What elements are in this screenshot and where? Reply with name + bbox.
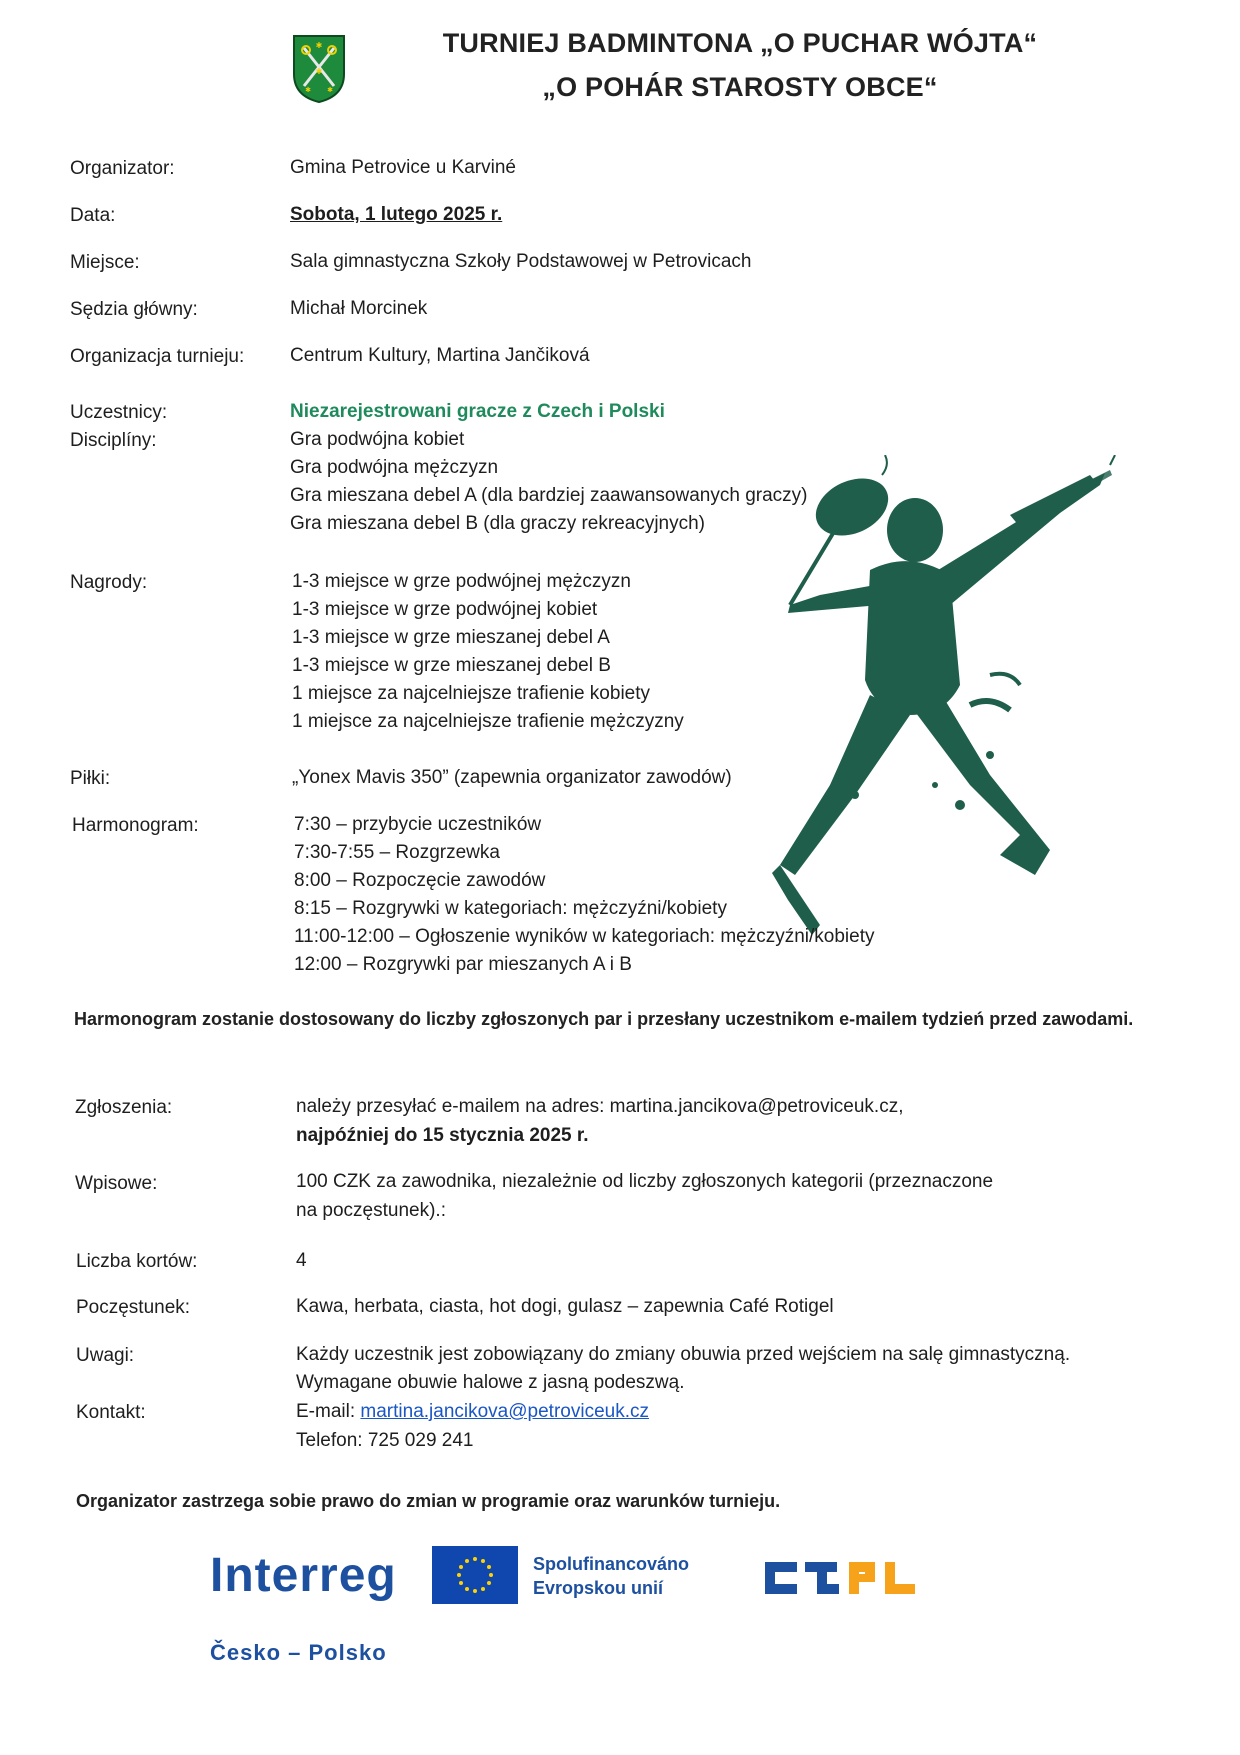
entries-line-2: najpóźniej do 15 stycznia 2025 r.	[296, 1125, 589, 1146]
place-label: Miejsce:	[70, 252, 140, 273]
entries-line-1: należy przesyłać e-mailem na adres: martina.jancikova@petroviceuk.cz,	[296, 1096, 904, 1117]
organizer-label: Organizator:	[70, 158, 175, 179]
svg-text:✱: ✱	[315, 41, 323, 50]
participants-value: Niezarejestrowani gracze z Czech i Polski	[290, 401, 665, 422]
final-note: Organizator zastrzega sobie prawo do zmian w programie oraz warunków turnieju.	[76, 1491, 781, 1511]
eu-line-1: Spolufinancováno	[533, 1554, 690, 1574]
prize-item: 1-3 miejsce w grze podwójnej kobiet	[292, 599, 598, 620]
courts-value: 4	[296, 1250, 307, 1271]
contact-email-link[interactable]: martina.jancikova@petroviceuk.cz	[360, 1401, 649, 1422]
remarks-line-2: Wymagane obuwie halowe z jasną podeszwą.	[296, 1372, 685, 1393]
schedule-item: 12:00 – Rozgrywki par mieszanych A i B	[294, 954, 632, 975]
schedule-label: Harmonogram:	[72, 815, 199, 836]
prize-item: 1 miejsce za najcelniejsze trafienie kobiety	[292, 683, 651, 704]
referee-value: Michał Morcinek	[290, 298, 428, 319]
organizer-value: Gmina Petrovice u Karviné	[290, 157, 516, 178]
eu-cofunding-text	[533, 1552, 689, 1600]
place-value: Sala gimnastyczna Szkoły Podstawowej w Petrovicach	[290, 251, 752, 272]
refreshments-label: Poczęstunek:	[76, 1297, 191, 1318]
disciplines-list	[290, 426, 808, 538]
interreg-logo: Interreg	[210, 1549, 397, 1602]
prize-item: 1-3 miejsce w grze mieszanej debel A	[292, 627, 610, 648]
contact-phone: Telefon: 725 029 241	[296, 1430, 474, 1451]
participants-label: Uczestnicy:	[70, 402, 168, 423]
title-line-2: „O POHÁR STAROSTY OBCE“	[542, 72, 938, 102]
date-value: Sobota, 1 lutego 2025 r.	[290, 204, 503, 225]
disciplines-label: Disciplíny:	[70, 430, 157, 451]
remarks-label: Uwagi:	[76, 1345, 135, 1366]
contact-email-prefix: E-mail:	[296, 1401, 361, 1422]
referee-label: Sędzia główny:	[70, 299, 198, 320]
czpl-logo-icon	[765, 1558, 925, 1598]
entries-label: Zgłoszenia:	[75, 1097, 173, 1118]
svg-text:✱: ✱	[305, 86, 311, 94]
eu-line-2: Evropskou unií	[533, 1578, 664, 1598]
organization-label: Organizacja turnieju:	[70, 346, 245, 367]
balls-value: „Yonex Mavis 350” (zapewnia organizator zawodów)	[292, 767, 732, 788]
fee-line-1: 100 CZK za zawodnika, niezależnie od liczby zgłoszonych kategorii (przeznaczone	[296, 1171, 994, 1192]
fee-label: Wpisowe:	[75, 1173, 158, 1194]
title-line-1: TURNIEJ BADMINTONA „O PUCHAR WÓJTA“	[442, 28, 1038, 58]
prize-item: 1 miejsce za najcelniejsze trafienie mężczyzny	[292, 711, 684, 732]
svg-text:✱: ✱	[315, 67, 323, 76]
discipline-item: Gra mieszana debel A (dla bardziej zaawansowanych graczy)	[290, 485, 808, 506]
eu-flag-icon	[432, 1546, 518, 1604]
discipline-item: Gra podwójna kobiet	[290, 429, 465, 450]
schedule-item: 7:30-7:55 – Rozgrzewka	[294, 842, 500, 863]
schedule-item: 8:00 – Rozpoczęcie zawodów	[294, 870, 546, 891]
contact-email-line	[296, 1398, 649, 1426]
prize-item: 1-3 miejsce w grze podwójnej mężczyzn	[292, 571, 631, 592]
prizes-label: Nagrody:	[70, 572, 148, 593]
date-label: Data:	[70, 205, 116, 226]
refreshments-value: Kawa, herbata, ciasta, hot dogi, gulasz – zapewnia Café Rotigel	[296, 1296, 834, 1317]
discipline-item: Gra podwójna mężczyzn	[290, 457, 499, 478]
coat-of-arms-icon	[292, 34, 346, 104]
prize-item: 1-3 miejsce w grze mieszanej debel B	[292, 655, 611, 676]
balls-label: Piłki:	[70, 768, 111, 789]
fee-line-2: na poczęstunek).:	[296, 1200, 446, 1221]
organization-value: Centrum Kultury, Martina Jančiková	[290, 345, 590, 366]
discipline-item: Gra mieszana debel B (dla graczy rekreacyjnych)	[290, 513, 706, 534]
svg-text:✱: ✱	[327, 86, 333, 94]
schedule-note: Harmonogram zostanie dostosowany do liczby zgłoszonych par i przesłany uczestnikom e-mailem tydzień przed zawodami.	[74, 1009, 1134, 1029]
courts-label: Liczba kortów:	[76, 1251, 198, 1272]
contact-label: Kontakt:	[76, 1402, 146, 1423]
schedule-item: 7:30 – przybycie uczestników	[294, 814, 542, 835]
remarks-line-1: Każdy uczestnik jest zobowiązany do zmiany obuwia przed wejściem na salę gimnastyczną.	[296, 1344, 1071, 1365]
cz-pl-region: Česko – Polsko	[210, 1640, 387, 1665]
prizes-list	[292, 568, 684, 736]
schedule-item: 11:00-12:00 – Ogłoszenie wyników w kategoriach: mężczyźni/kobiety	[294, 926, 875, 947]
schedule-item: 8:15 – Rozgrywki w kategoriach: mężczyźni/kobiety	[294, 898, 727, 919]
schedule-list	[294, 811, 875, 979]
